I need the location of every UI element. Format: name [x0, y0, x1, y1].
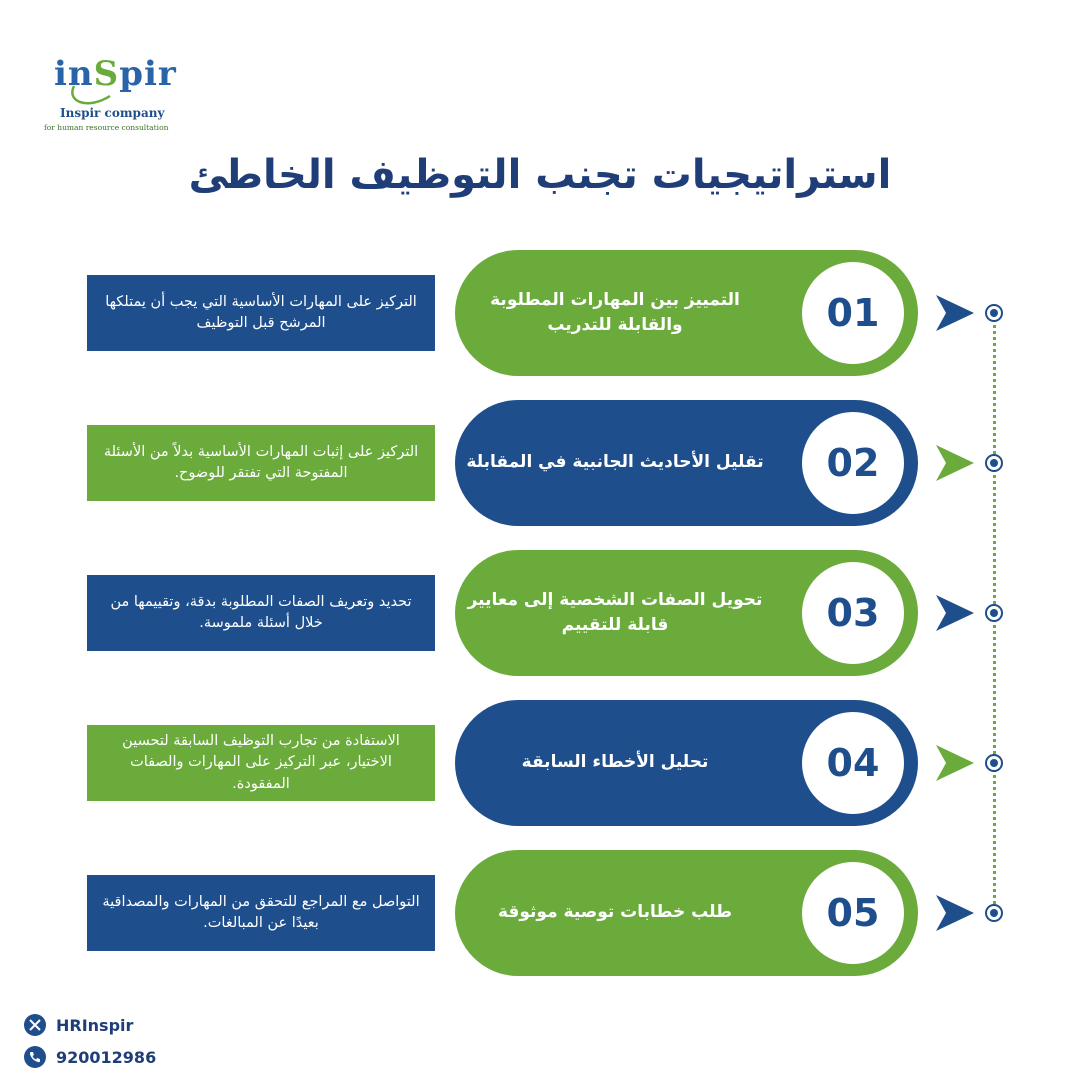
step-heading: طلب خطابات توصية موثوقة: [497, 902, 733, 923]
timeline-dot: [985, 454, 1003, 472]
phone-icon: [24, 1046, 46, 1068]
chevron-right-icon: [932, 441, 976, 485]
step-heading: التمييز بين المهارات المطلوبة والقابلة للتدريب: [490, 289, 740, 335]
phone-number: 920012986: [56, 1047, 157, 1067]
step-heading: تقليل الأحاديث الجانبية في المقابلة: [466, 452, 764, 473]
step-heading: تحويل الصفات الشخصية إلى معايير قابلة للتقييم: [467, 589, 763, 635]
timeline-dot: [985, 754, 1003, 772]
logo-company-name: Inspir company: [60, 106, 165, 120]
brand-logo: [40, 50, 180, 140]
chevron-right-icon: [932, 591, 976, 635]
chevron-right-icon: [932, 741, 976, 785]
logo-wordmark: inSpir: [54, 54, 177, 94]
x-handle: HRInspir: [56, 1015, 134, 1035]
page-title: استراتيجيات تجنب التوظيف الخاطئ: [188, 152, 892, 198]
step-number: 03: [798, 558, 908, 668]
step-description: التركيز على المهارات الأساسية التي يجب أن يمتلكها المرشح قبل التوظيف: [87, 275, 435, 351]
chevron-right-icon: [932, 891, 976, 935]
chevron-right-icon: [932, 291, 976, 335]
step-number: 05: [798, 858, 908, 968]
step-number: 02: [798, 408, 908, 518]
step-description: الاستفادة من تجارب التوظيف السابقة لتحسين الاختيار، عبر التركيز على المهارات والصفات المفقودة.: [87, 725, 435, 801]
step-description: التركيز على إثبات المهارات الأساسية بدلاً من الأسئلة المفتوحة التي تفتقر للوضوح.: [87, 425, 435, 501]
x-logo-icon: [24, 1014, 46, 1036]
step-number: 04: [798, 708, 908, 818]
logo-tagline: for human resource consultation: [44, 123, 169, 132]
timeline-dot: [985, 904, 1003, 922]
step-number: 01: [798, 258, 908, 368]
step-description: التواصل مع المراجع للتحقق من المهارات والمصداقية بعيدًا عن المبالغات.: [87, 875, 435, 951]
contact-x[interactable]: [24, 1014, 133, 1036]
timeline-dot: [985, 604, 1003, 622]
contact-phone[interactable]: [24, 1046, 156, 1068]
step-heading: تحليل الأخطاء السابقة: [521, 752, 709, 773]
timeline-dot: [985, 304, 1003, 322]
step-description: تحديد وتعريف الصفات المطلوبة بدقة، وتقييمها من خلال أسئلة ملموسة.: [87, 575, 435, 651]
